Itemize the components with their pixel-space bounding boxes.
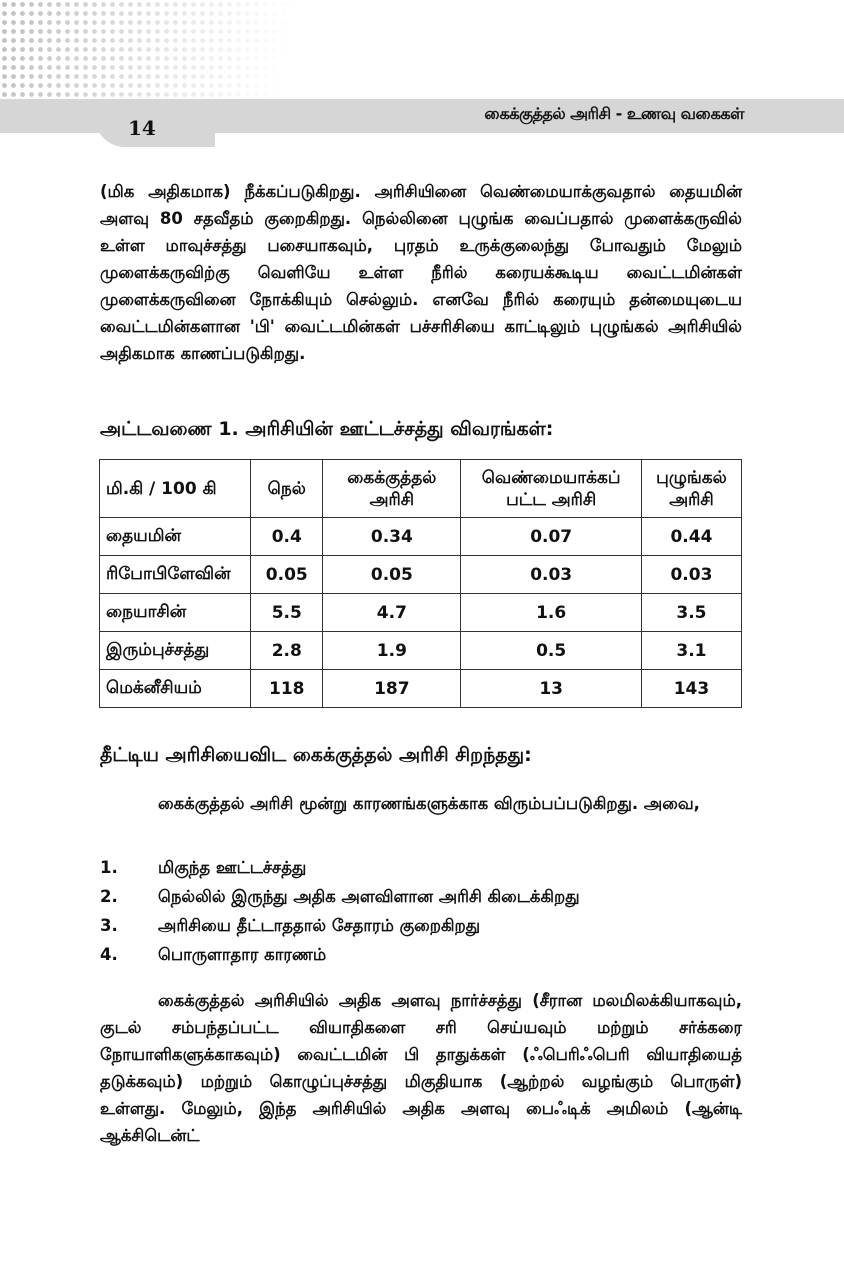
list-text: அரிசியை தீட்டாததால் சேதாரம் குறைகிறது: [158, 916, 481, 935]
list-text: நெல்லில் இருந்து அதிக அளவிளான அரிசி கிடைக்கிறது: [158, 887, 580, 906]
section-intro: கைக்குத்தல் அரிசி மூன்று காரணங்களுக்காக விரும்பப்படுகிறது. அவை,: [158, 794, 700, 813]
column-header-parboiled: புழுங்கல் அரிசி: [641, 460, 741, 518]
table-cell: 0.03: [461, 556, 641, 594]
table-cell: 13: [461, 670, 641, 708]
closing-paragraph: கைக்குத்தல் அரிசியில் அதிக அளவு நார்ச்சத்து (சீரான மலமிலக்கியாகவும், குடல் சம்பந்தப்பட்ட வியாதிகளை சரி செய்யவும் மற்றும் சர்க்கரை நோயாளிகளுக்காகவும்) வைட்டமின் பி தாதுக்கள் (ஃபெரிஃபெரி வியாதியைத் தடுக்கவும்) மற்றும் கொழுப்புச்சத்து மிகுதியாக (ஆற்றல் வழங்கும் பொருள்) உள்ளது. மேலும், இந்த அரிசியில் அதிக அளவு பைஃடிக் அமிலம் (ஆன்டி ஆக்சிடென்ட்: [100, 991, 742, 1145]
table-cell: 118: [251, 670, 323, 708]
table-row: [100, 518, 742, 556]
list-number: 3.: [100, 916, 118, 935]
list-item: [100, 916, 742, 945]
table-cell: இரும்புச்சத்து: [100, 632, 251, 670]
table-cell: 0.4: [251, 518, 323, 556]
list-item: [100, 858, 742, 887]
table-row: [100, 594, 742, 632]
table-cell: 143: [641, 670, 741, 708]
table-cell: மெக்னீசியம்: [100, 670, 251, 708]
list-text: மிகுந்த ஊட்டச்சத்து: [158, 858, 307, 877]
decorative-dot-pattern: [0, 0, 330, 108]
table-row: [100, 670, 742, 708]
table-cell: நையாசின்: [100, 594, 251, 632]
list-number: 1.: [100, 858, 118, 877]
table-cell: 5.5: [251, 594, 323, 632]
reasons-list: [100, 858, 742, 974]
table-cell: 0.5: [461, 632, 641, 670]
table-cell: 187: [323, 670, 461, 708]
list-item: [100, 887, 742, 916]
table-header-row: [100, 460, 742, 518]
list-number: 4.: [100, 945, 118, 964]
table-cell: 3.1: [641, 632, 741, 670]
list-number: 2.: [100, 887, 118, 906]
section-heading: தீட்டிய அரிசியைவிட கைக்குத்தல் அரிசி சிறந்தது:: [100, 744, 532, 766]
table-cell: 2.8: [251, 632, 323, 670]
nutrition-table: [99, 459, 742, 708]
column-header-handpound: கைக்குத்தல் அரிசி: [323, 460, 461, 518]
table-cell: 0.03: [641, 556, 741, 594]
table-cell: 1.6: [461, 594, 641, 632]
table-cell: 3.5: [641, 594, 741, 632]
table-cell: 0.05: [323, 556, 461, 594]
table-cell: ரிபோபிளேவின்: [100, 556, 251, 594]
table-cell: 0.05: [251, 556, 323, 594]
table-heading: அட்டவணை 1. அரிசியின் ஊட்டச்சத்து விவரங்கள்:: [100, 418, 554, 440]
table-cell: 0.34: [323, 518, 461, 556]
table-cell: 1.9: [323, 632, 461, 670]
list-item: [100, 945, 742, 974]
table-cell: 0.07: [461, 518, 641, 556]
table-row: [100, 556, 742, 594]
table-cell: தையமின்: [100, 518, 251, 556]
table-cell: 0.44: [641, 518, 741, 556]
page-number: 14: [128, 116, 156, 140]
table-row: [100, 632, 742, 670]
running-title: கைக்குத்தல் அரிசி - உணவு வகைகள்: [484, 104, 744, 123]
table-cell: 4.7: [323, 594, 461, 632]
column-header-unit: மி.கி / 100 கி: [100, 460, 251, 518]
intro-paragraph: (மிக அதிகமாக) நீக்கப்படுகிறது. அரிசியினை வெண்மையாக்குவதால் தையமின் அளவு 80 சதவீதம் குறைகிறது. நெல்லினை புழுங்க வைப்பதால் முளைக்கருவில் உள்ள மாவுச்சத்து பசையாகவும், புரதம் உருக்குலைந்து போவதும் மேலும் முளைக்கருவிற்கு வெளியே உள்ள நீரில் கரையக்கூடிய வைட்டமின்கள் முளைக்கருவினை நோக்கியும் செல்லும். எனவே நீரில் கரையும் தன்மையுடைய வைட்டமின்களான 'பி' வைட்டமின்கள் பச்சரிசியை காட்டிலும் புழுங்கல் அரிசியில் அதிகமாக காணப்படுகிறது.: [100, 182, 742, 363]
list-text: பொருளாதார காரணம்: [158, 945, 327, 964]
column-header-paddy: நெல்: [251, 460, 323, 518]
column-header-polished: வெண்மையாக்கப் பட்ட அரிசி: [461, 460, 641, 518]
